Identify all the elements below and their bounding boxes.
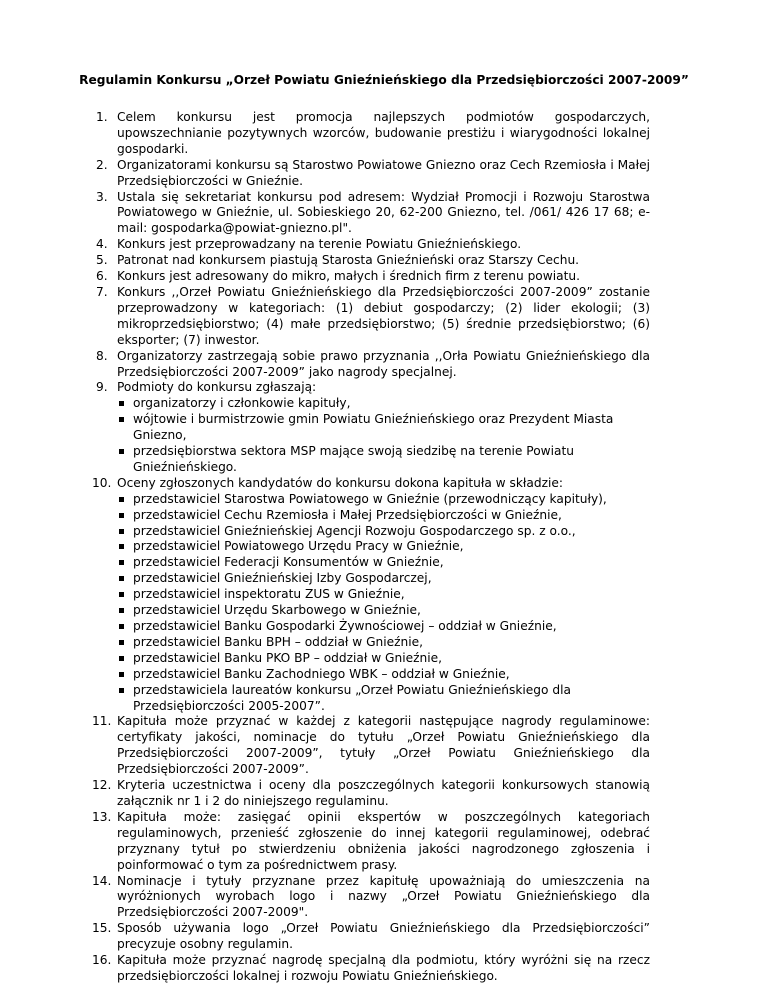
regulation-item xyxy=(92,953,650,985)
square-bullet-icon xyxy=(119,417,124,422)
item-number: 16. xyxy=(92,953,112,968)
bullet-item xyxy=(117,492,650,508)
item-number: 11. xyxy=(92,714,112,729)
bullet-item xyxy=(117,587,650,603)
square-bullet-icon xyxy=(119,624,124,629)
bullet-item xyxy=(117,539,650,555)
item-number: 10. xyxy=(92,475,112,490)
square-bullet-icon xyxy=(119,576,124,581)
bullet-list xyxy=(117,492,650,715)
regulation-item xyxy=(92,809,650,874)
bullet-text: przedstawiciel inspektoratu ZUS w Gnieźnie, xyxy=(133,587,405,602)
square-bullet-icon xyxy=(119,529,124,534)
regulations-list xyxy=(92,110,650,985)
bullet-list xyxy=(117,396,650,476)
item-text: Konkurs ,,Orzeł Powiatu Gnieźnieńskiego dla Przedsiębiorczości 2007-2009” zostanie przeprowadzony w kategoriach: (1) debiut gospodarczy; (2) lider ekologii; (3) mikroprzedsiębiorstwo; (4) małe przedsiębiorstwo; (5) średnie przedsiębiorstwo; (6) eksporter; (7) inwestor. xyxy=(117,284,650,347)
bullet-text: przedsiębiorstwa sektora MSP mające swoją siedzibę na terenie Powiatu Gnieźnieńskiego. xyxy=(133,444,575,474)
square-bullet-icon xyxy=(119,401,124,406)
bullet-text: przedstawiciela laureatów konkursu „Orzeł Powiatu Gnieźnieńskiego dla Przedsiębiorczości 2005-2007”. xyxy=(133,682,571,713)
item-number: 4. xyxy=(96,237,108,252)
bullet-item xyxy=(117,508,650,524)
bullet-text: przedstawiciel Banku BPH – oddział w Gnieźnie, xyxy=(133,634,424,649)
regulation-item xyxy=(92,873,650,922)
regulation-item xyxy=(96,380,650,475)
square-bullet-icon xyxy=(119,640,124,645)
item-number: 6. xyxy=(96,269,108,284)
bullet-item xyxy=(117,683,650,715)
item-text: Sposób używania logo „Orzeł Powiatu Gnieźnieńskiego dla Przedsiębiorczości” precyzuje osobny regulamin. xyxy=(117,921,650,952)
bullet-item xyxy=(117,667,650,683)
bullet-text: przedstawiciel Gnieźnieńskiej Izby Gospodarczej, xyxy=(133,571,432,586)
item-number: 7. xyxy=(96,284,108,299)
item-number: 2. xyxy=(96,157,108,172)
square-bullet-icon xyxy=(119,449,124,454)
item-text: Konkurs jest adresowany do mikro, małych i średnich firm z terenu powiatu. xyxy=(117,269,580,284)
regulation-item xyxy=(92,921,650,953)
regulation-item xyxy=(92,714,650,778)
square-bullet-icon xyxy=(119,672,124,677)
bullet-item xyxy=(117,524,650,540)
item-number: 3. xyxy=(96,189,108,204)
bullet-text: wójtowie i burmistrzowie gmin Powiatu Gnieźnieńskiego oraz Prezydent Miasta Gniezno, xyxy=(133,412,614,443)
regulation-item xyxy=(96,237,650,253)
regulation-item xyxy=(96,269,650,285)
regulation-item xyxy=(92,778,650,810)
regulation-item xyxy=(96,110,650,158)
item-number: 8. xyxy=(96,348,108,363)
square-bullet-icon xyxy=(119,592,124,597)
regulation-item xyxy=(92,475,650,715)
bullet-item xyxy=(117,571,650,587)
square-bullet-icon xyxy=(119,497,124,502)
bullet-text: organizatorzy i członkowie kapituły, xyxy=(133,396,351,411)
bullet-text: przedstawiciel Banku Gospodarki Żywnościowej – oddział w Gnieźnie, xyxy=(133,619,557,633)
bullet-item xyxy=(117,444,650,476)
bullet-text: przedstawiciel Starostwa Powiatowego w Gnieźnie (przewodniczący kapituły), xyxy=(133,491,607,506)
regulation-item xyxy=(96,285,650,349)
regulation-item xyxy=(96,190,650,238)
item-text: Organizatorzy zastrzegają sobie prawo przyznania ,,Orła Powiatu Gnieźnieńskiego dla Przedsiębiorczości 2007-2009” jako nagrody specjalnej. xyxy=(117,348,650,379)
item-text: Organizatorami konkursu są Starostwo Powiatowe Gniezno oraz Cech Rzemiosła i Małej Przedsiębiorczości w Gnieźnie. xyxy=(117,157,650,188)
bullet-item xyxy=(117,635,650,651)
regulation-item xyxy=(96,158,650,190)
item-text: Kapituła może przyznać nagrodę specjalną dla podmiotu, który wyróżni się na rzecz przedsiębiorczości lokalnej i rozwoju Powiatu Gnieźnieńskiego. xyxy=(117,953,650,983)
bullet-item xyxy=(117,555,650,571)
item-text: Nominacje i tytuły przyznane przez kapitułę upoważniają do umieszczenia na wyróżnionych wyrobach logo i nazwy „Orzeł Powiatu Gnieźnieńskiego dla Przedsiębiorczości 2007-2009". xyxy=(117,873,650,920)
item-number: 12. xyxy=(92,778,112,793)
item-text: Kapituła może przyznać w każdej z kategorii następujące nagrody regulaminowe: certyfikaty jakości, nominacje do tytułu „Orzeł Powiatu Gnieźnieńskiego dla Przedsiębiorczości 2007-2009”, tytuły „Orzeł Powiatu Gnieźnieńskiego dla Przedsiębiorczości 2007-2009”. xyxy=(117,714,650,777)
bullet-item xyxy=(117,651,650,667)
item-number: 15. xyxy=(92,921,112,936)
bullet-text: przedstawiciel Urzędu Skarbowego w Gnieźnie, xyxy=(133,603,421,618)
bullet-text: przedstawiciel Federacji Konsumentów w Gnieźnie, xyxy=(133,555,444,570)
square-bullet-icon xyxy=(119,544,124,549)
bullet-text: przedstawiciel Powiatowego Urzędu Pracy w Gnieźnie, xyxy=(133,539,464,554)
item-text: Oceny zgłoszonych kandydatów do konkursu dokona kapituła w składzie: xyxy=(117,475,563,490)
item-number: 9. xyxy=(96,380,108,395)
item-text: Kapituła może: zasięgać opinii ekspertów w poszczególnych kategoriach regulaminowych, przenieść zgłoszenie do innej kategorii regulaminowej, odebrać przyznany tytuł po stwierdzeniu obniżenia jakości nagrodzonego zgłoszenia i poinformować o tym za pośrednictwem prasy. xyxy=(117,809,650,872)
bullet-item xyxy=(117,603,650,619)
item-text: Podmioty do konkursu zgłaszają: xyxy=(117,380,317,395)
square-bullet-icon xyxy=(119,513,124,518)
regulation-item xyxy=(96,349,650,381)
square-bullet-icon xyxy=(119,656,124,661)
bullet-text: przedstawiciel Gnieźnieńskiej Agencji Rozwoju Gospodarczego sp. z o.o., xyxy=(133,523,576,538)
square-bullet-icon xyxy=(119,608,124,613)
square-bullet-icon xyxy=(119,688,124,693)
item-number: 5. xyxy=(96,253,108,268)
item-number: 1. xyxy=(96,110,108,124)
document-title: Regulamin Konkursu „Orzeł Powiatu Gnieźnieńskiego dla Przedsiębiorczości 2007-2009” xyxy=(79,73,689,87)
item-text: Patronat nad konkursem piastują Starosta Gnieźnieński oraz Starszy Cechu. xyxy=(117,253,580,268)
bullet-text: przedstawiciel Banku PKO BP – oddział w Gnieźnie, xyxy=(133,650,442,665)
square-bullet-icon xyxy=(119,560,124,565)
bullet-item xyxy=(117,412,650,444)
bullet-text: przedstawiciel Banku Zachodniego WBK – oddział w Gnieźnie, xyxy=(133,666,510,681)
bullet-text: przedstawiciel Cechu Rzemiosła i Małej Przedsiębiorczości w Gnieźnie, xyxy=(133,507,562,522)
item-number: 14. xyxy=(92,873,112,888)
bullet-item xyxy=(117,396,650,412)
item-number: 13. xyxy=(92,809,112,824)
item-text: Celem konkursu jest promocja najlepszych podmiotów gospodarczych, upowszechnianie pozytywnych wzorców, budowanie prestiżu i wiarygodności lokalnej gospodarki. xyxy=(117,110,650,156)
bullet-item xyxy=(117,619,650,635)
item-text: Ustala się sekretariat konkursu pod adresem: Wydział Promocji i Rozwoju Starostwa Powiatowego w Gnieźnie, ul. Sobieskiego 20, 62-200 Gniezno, tel. /061/ 426 17 68; e-mail: gospodarka@powiat-gniezno.pl". xyxy=(117,189,650,236)
item-text: Konkurs jest przeprowadzany na terenie Powiatu Gnieźnieńskiego. xyxy=(117,237,522,252)
item-text: Kryteria uczestnictwa i oceny dla poszczególnych kategorii konkursowych stanowią załącznik nr 1 i 2 do niniejszego regulaminu. xyxy=(117,778,650,808)
regulation-item xyxy=(96,253,650,269)
